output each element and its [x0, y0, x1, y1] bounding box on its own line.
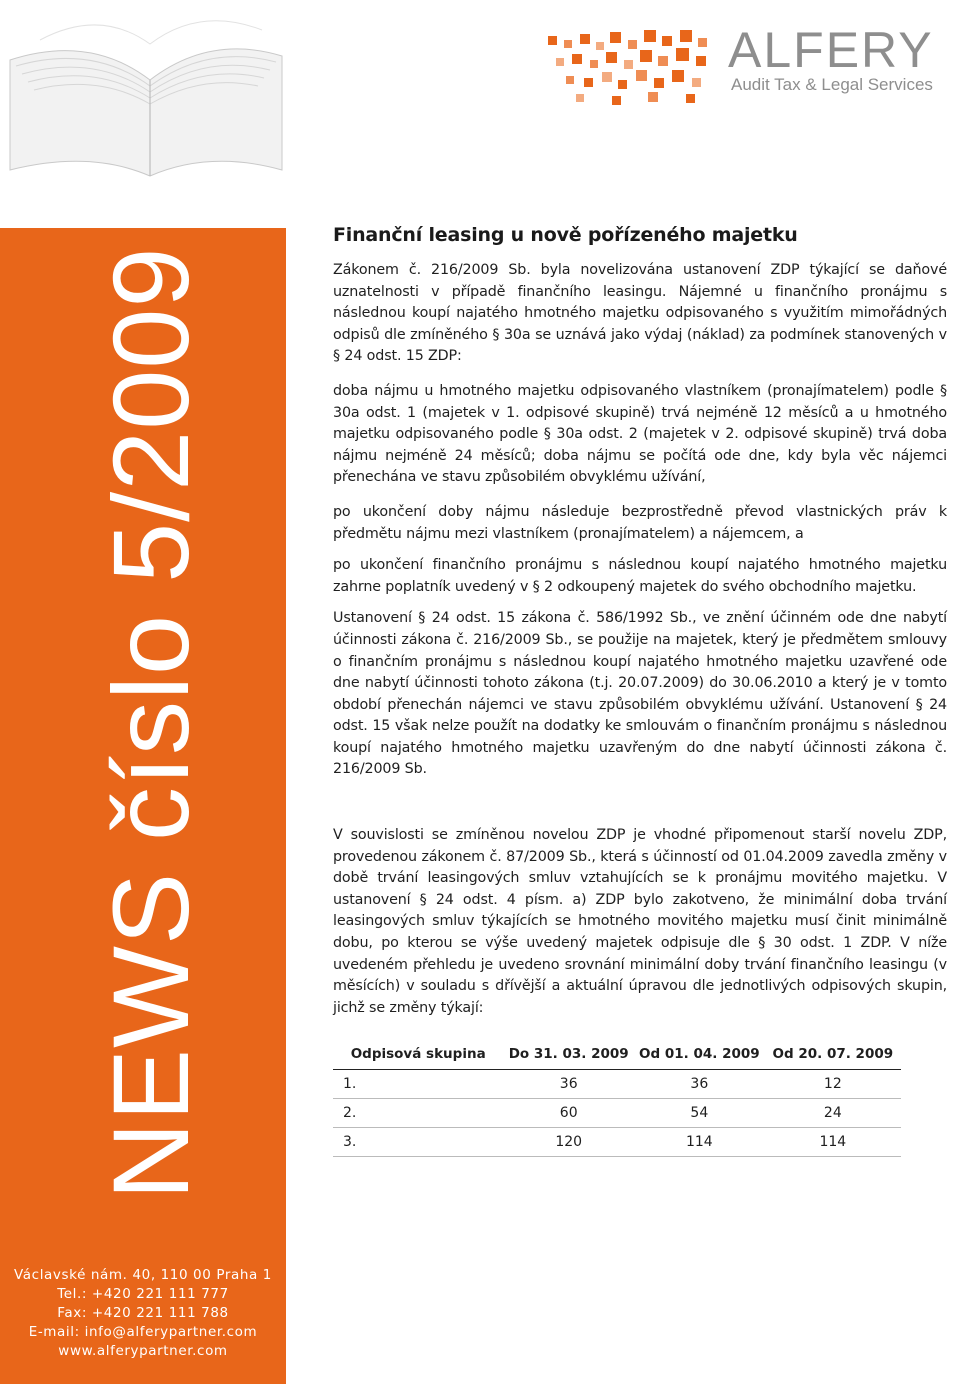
contact-website[interactable]: www.alferypartner.com	[58, 1343, 228, 1359]
table-header: Od 01. 04. 2009	[634, 1042, 765, 1070]
contact-block	[0, 1266, 286, 1361]
table-cell: 60	[503, 1099, 634, 1128]
article-paragraph: doba nájmu u hmotného majetku odpisovaného vlastníkem (pronajímatelem) podle § 30a odst. 1 (majetek v 1. odpisové skupině) trvá nejméně 12 měsíců a u hmotného majetku odpisovaného podle § 30a odst. 2 (majetek v 2. odpisové skupině) trvá doba nájmu nejméně 24 měsíců; doba nájmu se počítá ode dne, kdy byla věc nájemci přenechána ve stavu způsobilém obvyklému užívání,	[333, 382, 947, 486]
contact-address: Václavské nám. 40, 110 00 Praha 1	[14, 1267, 272, 1283]
table-cell: 12	[765, 1070, 901, 1099]
table-header: Od 20. 07. 2009	[765, 1042, 901, 1070]
contact-fax: Fax: +420 221 111 788	[57, 1305, 229, 1321]
table-cell: 54	[634, 1099, 765, 1128]
table-header: Do 31. 03. 2009	[503, 1042, 634, 1070]
newsletter-issue-title: NEWS číslo 5/2009	[90, 246, 211, 1200]
table-cell: 2.	[333, 1099, 503, 1128]
table-cell: 1.	[333, 1070, 503, 1099]
company-logo-tagline: Audit Tax & Legal Services	[731, 75, 933, 94]
article	[333, 222, 947, 1019]
table-row	[333, 1099, 901, 1128]
table-cell: 36	[634, 1070, 765, 1099]
article-paragraph: V souvislosti se zmíněnou novelou ZDP je vhodné připomenout starší novelu ZDP, provedenou zákonem č. 87/2009 Sb., která s účinností od 01.04.2009 zavedla změny v době trvání leasingových smluv vztahujících se k pronájmu movitého majetku. V ustanovení § 24 odst. 4 písm. a) ZDP bylo zakotveno, že minimální doba trvání leasingových smluv týkajících se hmotného movitého majetku musí činit minimálně dobu, po kterou se výše uvedený majetek odpisuje dle § 30 odst. 1 ZDP. V níže uvedeném přehledu je uvedeno srovnání minimální doby trvání finančního leasingu (v měsících) v souladu s dřívější a aktuální úpravou dle jednotlivých odpisových skupin, jichž se změny týkají:	[333, 827, 947, 1016]
table-cell: 3.	[333, 1128, 503, 1157]
article-paragraph: po ukončení finančního pronájmu s následnou koupí najatého hmotného majetku zahrne poplatník uvedený v § 2 odkoupený majetek do svého obchodního majetku.	[333, 557, 947, 595]
table-row	[333, 1128, 901, 1157]
table-cell: 114	[634, 1128, 765, 1157]
contact-phone: Tel.: +420 221 111 777	[57, 1286, 229, 1302]
table-cell: 120	[503, 1128, 634, 1157]
article-title: Finanční leasing u nově pořízeného majetku	[333, 224, 798, 246]
article-paragraph: po ukončení doby nájmu následuje bezprostředně převod vlastnických práv k předmětu nájmu mezi vlastníkem (pronajímatelem) a nájemcem, a	[333, 503, 947, 542]
article-paragraph: Ustanovení § 24 odst. 15 zákona č. 586/1992 Sb., ve znění účinném ode dne nabytí účinnosti zákona č. 216/2009 Sb., se použije na majetek, který je předmětem smlouvy o finančním pronájmu s následnou koupí najatého hmotného majetku uzavřené ode dne nabytí účinnosti tohoto zákona (t.j. 20.07.2009) do 30.06.2010 a který je v tomto období přenechán nájemci ve stavu způsobilém obvyklému užívání. Ustanovení § 24 odst. 15 však nelze použít na dodatky ke smlouvám o finančním pronájmu s následnou koupí najatého hmotného majetku uzavřeným do dne nabytí účinnosti zákona č. 216/2009 Sb.	[333, 610, 947, 778]
table-cell: 36	[503, 1070, 634, 1099]
table-cell: 24	[765, 1099, 901, 1128]
contact-email[interactable]: E-mail: info@alferypartner.com	[28, 1324, 258, 1340]
table-header: Odpisová skupina	[333, 1042, 503, 1070]
table-header-row	[333, 1042, 901, 1070]
table-cell: 114	[765, 1128, 901, 1157]
table-row	[333, 1070, 901, 1099]
company-logo-name: ALFERY	[728, 22, 934, 78]
article-paragraph: Zákonem č. 216/2009 Sb. byla novelizována ustanovení ZDP týkající se daňové uznatelnosti v případě finančního leasingu. Nájemné u finančního pronájmu s následnou koupí najatého hmotného majetku odpisovaného s využitím mimořádných odpisů dle zmíněného § 30a se uznává jako výdaj (náklad) za podmínek stanovených v § 24 odst. 15 ZDP:	[333, 262, 947, 365]
leasing-duration-table	[333, 1042, 901, 1157]
alfery-logo-squares	[546, 26, 736, 112]
book-logo-image	[0, 0, 290, 178]
